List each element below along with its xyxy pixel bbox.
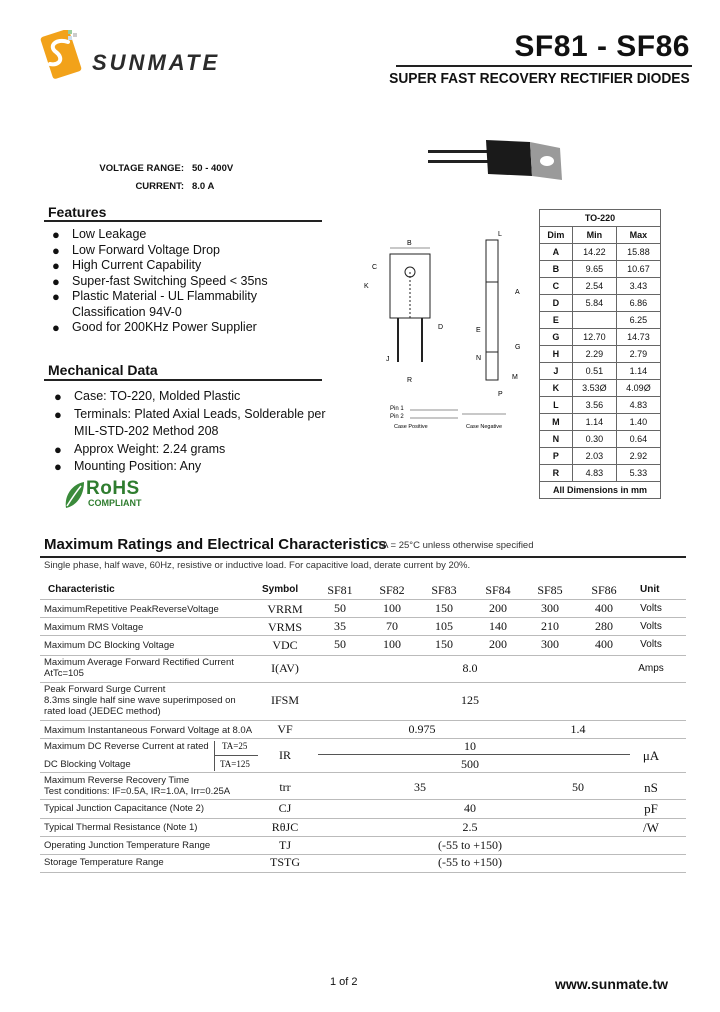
rating-value: 50 (334, 601, 346, 615)
min-cell: 12.70 (572, 329, 616, 346)
rth-value: 2.5 (462, 820, 478, 834)
ir-label-1: Maximum DC Reverse Current at rated (44, 741, 209, 752)
rating-value: 105 (435, 619, 453, 633)
col-characteristic: Characteristic (48, 584, 115, 595)
min-cell: 2.29 (572, 346, 616, 363)
svg-text:K: K (364, 283, 369, 290)
max-cell: 3.43 (616, 278, 660, 295)
min-cell (572, 312, 616, 329)
pin1-label: Pin 1 (390, 406, 404, 412)
voltage-range-label: VOLTAGE RANGE: (99, 163, 184, 174)
tstg-value: (-55 to +150) (437, 855, 503, 869)
table-row (540, 244, 661, 261)
vf-value-2: 1.4 (570, 722, 586, 736)
table-row (540, 431, 661, 448)
list-item: ● Mounting Position: Any (54, 459, 202, 474)
dim-cell: L (540, 397, 573, 414)
svg-text:M: M (512, 374, 518, 381)
list-item: ● High Current Capability (52, 258, 202, 273)
vf-symbol: VF (277, 722, 293, 736)
tj-value: (-55 to +150) (437, 838, 503, 852)
rating-symbol: VDC (272, 638, 298, 652)
max-cell: 0.64 (616, 431, 660, 448)
dim-cell: J (540, 363, 573, 380)
col-part: SF83 (431, 583, 457, 597)
table-row (540, 278, 661, 295)
rating-value: 35 (334, 619, 346, 633)
website-link[interactable]: www.sunmate.tw (554, 976, 668, 992)
trr-value-1: 35 (414, 780, 426, 794)
col-part: SF82 (379, 583, 405, 597)
list-item: ● Case: TO-220, Molded Plastic (54, 389, 241, 404)
to220-package-image (420, 128, 570, 188)
trr-value-2: 50 (572, 780, 584, 794)
max-cell: 15.88 (616, 244, 660, 261)
rating-value: 100 (383, 601, 401, 615)
package-name: TO-220 (540, 210, 661, 227)
max-cell: 5.33 (616, 465, 660, 482)
list-item: ● Terminals: Plated Axial Leads, Solderable per (54, 406, 326, 422)
rating-value: 300 (541, 601, 559, 615)
min-cell: 5.84 (572, 295, 616, 312)
ir-value-1: 10 (464, 739, 476, 753)
min-cell: 2.54 (572, 278, 616, 295)
table-row (540, 312, 661, 329)
dimension-table (539, 209, 661, 499)
max-cell: 14.73 (616, 329, 660, 346)
dim-cell: G (540, 329, 573, 346)
svg-text:G: G (515, 344, 521, 351)
ir-symbol: IR (279, 748, 291, 762)
features-list (48, 227, 328, 336)
rating-label: MaximumRepetitive PeakReverseVoltage (44, 604, 219, 615)
min-cell: 3.56 (572, 397, 616, 414)
current-label: CURRENT: (135, 181, 184, 192)
avg-current-label: Maximum Average Forward Rectified Current AtTc=105 (44, 657, 234, 679)
dim-table-footer: All Dimensions in mm (540, 482, 661, 499)
table-row (540, 329, 661, 346)
min-cell: 0.51 (572, 363, 616, 380)
title-rule (396, 65, 692, 67)
rating-unit: Volts (640, 639, 662, 650)
table-row (540, 295, 661, 312)
pin2-label: Pin 2 (390, 414, 404, 420)
cj-label: Typical Junction Capacitance (Note 2) (44, 803, 204, 814)
dim-cell: E (540, 312, 573, 329)
svg-text:R: R (407, 377, 413, 384)
rating-symbol: VRMS (267, 620, 302, 634)
rating-value: 400 (595, 601, 613, 615)
dim-cell: D (540, 295, 573, 312)
dim-cell: H (540, 346, 573, 363)
min-cell: 14.22 (572, 244, 616, 261)
svg-text:L: L (498, 231, 502, 238)
col-unit: Unit (640, 584, 660, 595)
list-item: ● Super-fast Switching Speed < 35ns (52, 273, 268, 289)
surge-label: Peak Forward Surge Current 8.3ms single half sine wave superimposed on rated load (JEDEC method) (44, 684, 236, 717)
rth-symbol: RθJC (271, 820, 299, 834)
table-row (540, 397, 661, 414)
svg-text:J: J (386, 356, 390, 363)
tj-label: Operating Junction Temperature Range (44, 840, 211, 851)
min-cell: 1.14 (572, 414, 616, 431)
ir-cond-1: TA=25 (222, 741, 248, 751)
rating-value: 50 (334, 637, 346, 651)
features-heading: Features (48, 204, 107, 220)
cj-symbol: CJ (278, 801, 292, 815)
trr-symbol: trr (279, 780, 291, 794)
ir-unit: μA (642, 748, 660, 763)
brand-name: SUNMATE (92, 50, 221, 75)
ratings-condition: TA = 25°C unless otherwise specified (377, 540, 534, 551)
col-min: Min (572, 227, 616, 244)
ir-cond-2: TA=125 (220, 759, 250, 769)
max-cell: 4.09Ø (616, 380, 660, 397)
list-item: ● Approx Weight: 2.24 grams (54, 441, 226, 457)
col-part: SF81 (327, 583, 353, 597)
min-cell: 0.30 (572, 431, 616, 448)
svg-text:N: N (476, 355, 482, 362)
vf-value-1: 0.975 (408, 722, 436, 736)
table-row (540, 346, 661, 363)
ir-value-2: 500 (461, 757, 479, 771)
rating-value: 150 (435, 601, 453, 615)
svg-text:D: D (438, 324, 444, 331)
rating-value: 300 (541, 637, 559, 651)
mechanical-rule (44, 379, 322, 381)
page-number: 1 of 2 (330, 976, 358, 988)
ratings-summary (48, 160, 233, 196)
max-cell: 2.92 (616, 448, 660, 465)
tstg-symbol: TSTG (270, 855, 300, 869)
trr-unit: nS (644, 780, 658, 795)
dim-cell: M (540, 414, 573, 431)
dim-cell: A (540, 244, 573, 261)
col-part: SF86 (591, 583, 617, 597)
ratings-rule (40, 556, 686, 558)
max-cell: 4.83 (616, 397, 660, 414)
table-row (540, 414, 661, 431)
col-part: SF84 (485, 583, 511, 597)
min-cell: 4.83 (572, 465, 616, 482)
dim-cell: P (540, 448, 573, 465)
max-cell: 6.86 (616, 295, 660, 312)
rating-value: 210 (541, 619, 559, 633)
sunmate-logo-icon (38, 30, 84, 82)
ratings-note: Single phase, half wave, 60Hz, resistive or inductive load. For capacitive load, derate current by 20%. (44, 560, 471, 571)
table-row (540, 465, 661, 482)
min-cell: 2.03 (572, 448, 616, 465)
rating-value: 100 (383, 637, 401, 651)
voltage-range-value: 50 - 400V (192, 163, 234, 174)
rohs-text: RoHS (86, 478, 140, 499)
min-cell: 9.65 (572, 261, 616, 278)
max-cell: 1.40 (616, 414, 660, 431)
rating-value: 140 (489, 619, 507, 633)
list-item: ● Low Forward Voltage Drop (52, 242, 220, 258)
mechanical-heading: Mechanical Data (48, 362, 158, 378)
rating-unit: Volts (640, 621, 662, 632)
table-row (540, 261, 661, 278)
avg-current-unit: Amps (638, 663, 664, 674)
dimension-drawing (358, 222, 538, 432)
case-negative-label: Case Negative (466, 424, 503, 430)
trr-label: Maximum Reverse Recovery Time Test conditions: IF=0.5A, IR=1.0A, Irr=0.25A (44, 775, 231, 797)
dim-cell: K (540, 380, 573, 397)
tstg-label: Storage Temperature Range (44, 857, 164, 868)
dim-cell: N (540, 431, 573, 448)
tj-symbol: TJ (279, 838, 291, 852)
rating-symbol: VRRM (267, 602, 303, 616)
rohs-compliant: COMPLIANT (88, 498, 142, 508)
page-title: SF81 - SF86 (514, 30, 690, 63)
rating-value: 200 (489, 601, 507, 615)
avg-current-symbol: I(AV) (271, 661, 299, 675)
col-part: SF85 (537, 583, 563, 597)
mechanical-list (50, 388, 340, 476)
rating-value: 150 (435, 637, 453, 651)
cj-unit: pF (644, 801, 658, 816)
max-cell: 10.67 (616, 261, 660, 278)
max-cell: 2.79 (616, 346, 660, 363)
svg-text:P: P (498, 391, 503, 398)
dim-cell: R (540, 465, 573, 482)
list-item: Classification 94V-0 (72, 304, 182, 319)
leaf-icon (62, 480, 86, 510)
avg-current-value: 8.0 (462, 661, 478, 675)
ratings-heading: Maximum Ratings and Electrical Characteristics (44, 536, 387, 553)
table-row (540, 380, 661, 397)
rating-label: Maximum DC Blocking Voltage (44, 640, 175, 651)
features-rule (44, 220, 322, 222)
current-value: 8.0 A (192, 181, 215, 192)
case-positive-label: Case Positive (394, 424, 428, 430)
table-row (540, 363, 661, 380)
max-cell: 6.25 (616, 312, 660, 329)
rating-value: 280 (595, 619, 613, 633)
rating-label: Maximum RMS Voltage (44, 622, 144, 633)
page-subtitle: SUPER FAST RECOVERY RECTIFIER DIODES (389, 70, 690, 87)
min-cell: 3.53Ø (572, 380, 616, 397)
ir-label-2: DC Blocking Voltage (44, 759, 131, 770)
svg-text:A: A (515, 289, 520, 296)
svg-text:E: E (476, 327, 481, 334)
surge-value: 125 (461, 693, 479, 707)
col-max: Max (616, 227, 660, 244)
table-row (540, 448, 661, 465)
rating-value: 200 (489, 637, 507, 651)
list-item: ● Good for 200KHz Power Supplier (52, 320, 257, 335)
rating-unit: Volts (640, 603, 662, 614)
dim-cell: C (540, 278, 573, 295)
rating-value: 70 (386, 619, 398, 633)
list-item: ● Low Leakage (52, 227, 147, 242)
svg-text:C: C (372, 264, 378, 271)
cj-value: 40 (464, 801, 476, 815)
max-cell: 1.14 (616, 363, 660, 380)
vf-label: Maximum Instantaneous Forward Voltage at 8.0A (44, 725, 253, 736)
list-item: MIL-STD-202 Method 208 (74, 424, 219, 438)
dim-cell: B (540, 261, 573, 278)
rth-unit: /W (643, 820, 659, 835)
col-symbol: Symbol (262, 584, 299, 595)
svg-text:B: B (407, 240, 412, 247)
surge-symbol: IFSM (270, 693, 299, 707)
rth-label: Typical Thermal Resistance (Note 1) (44, 822, 198, 833)
list-item: ● Plastic Material - UL Flammability (52, 289, 257, 304)
rating-value: 400 (595, 637, 613, 651)
col-dim: Dim (540, 227, 573, 244)
